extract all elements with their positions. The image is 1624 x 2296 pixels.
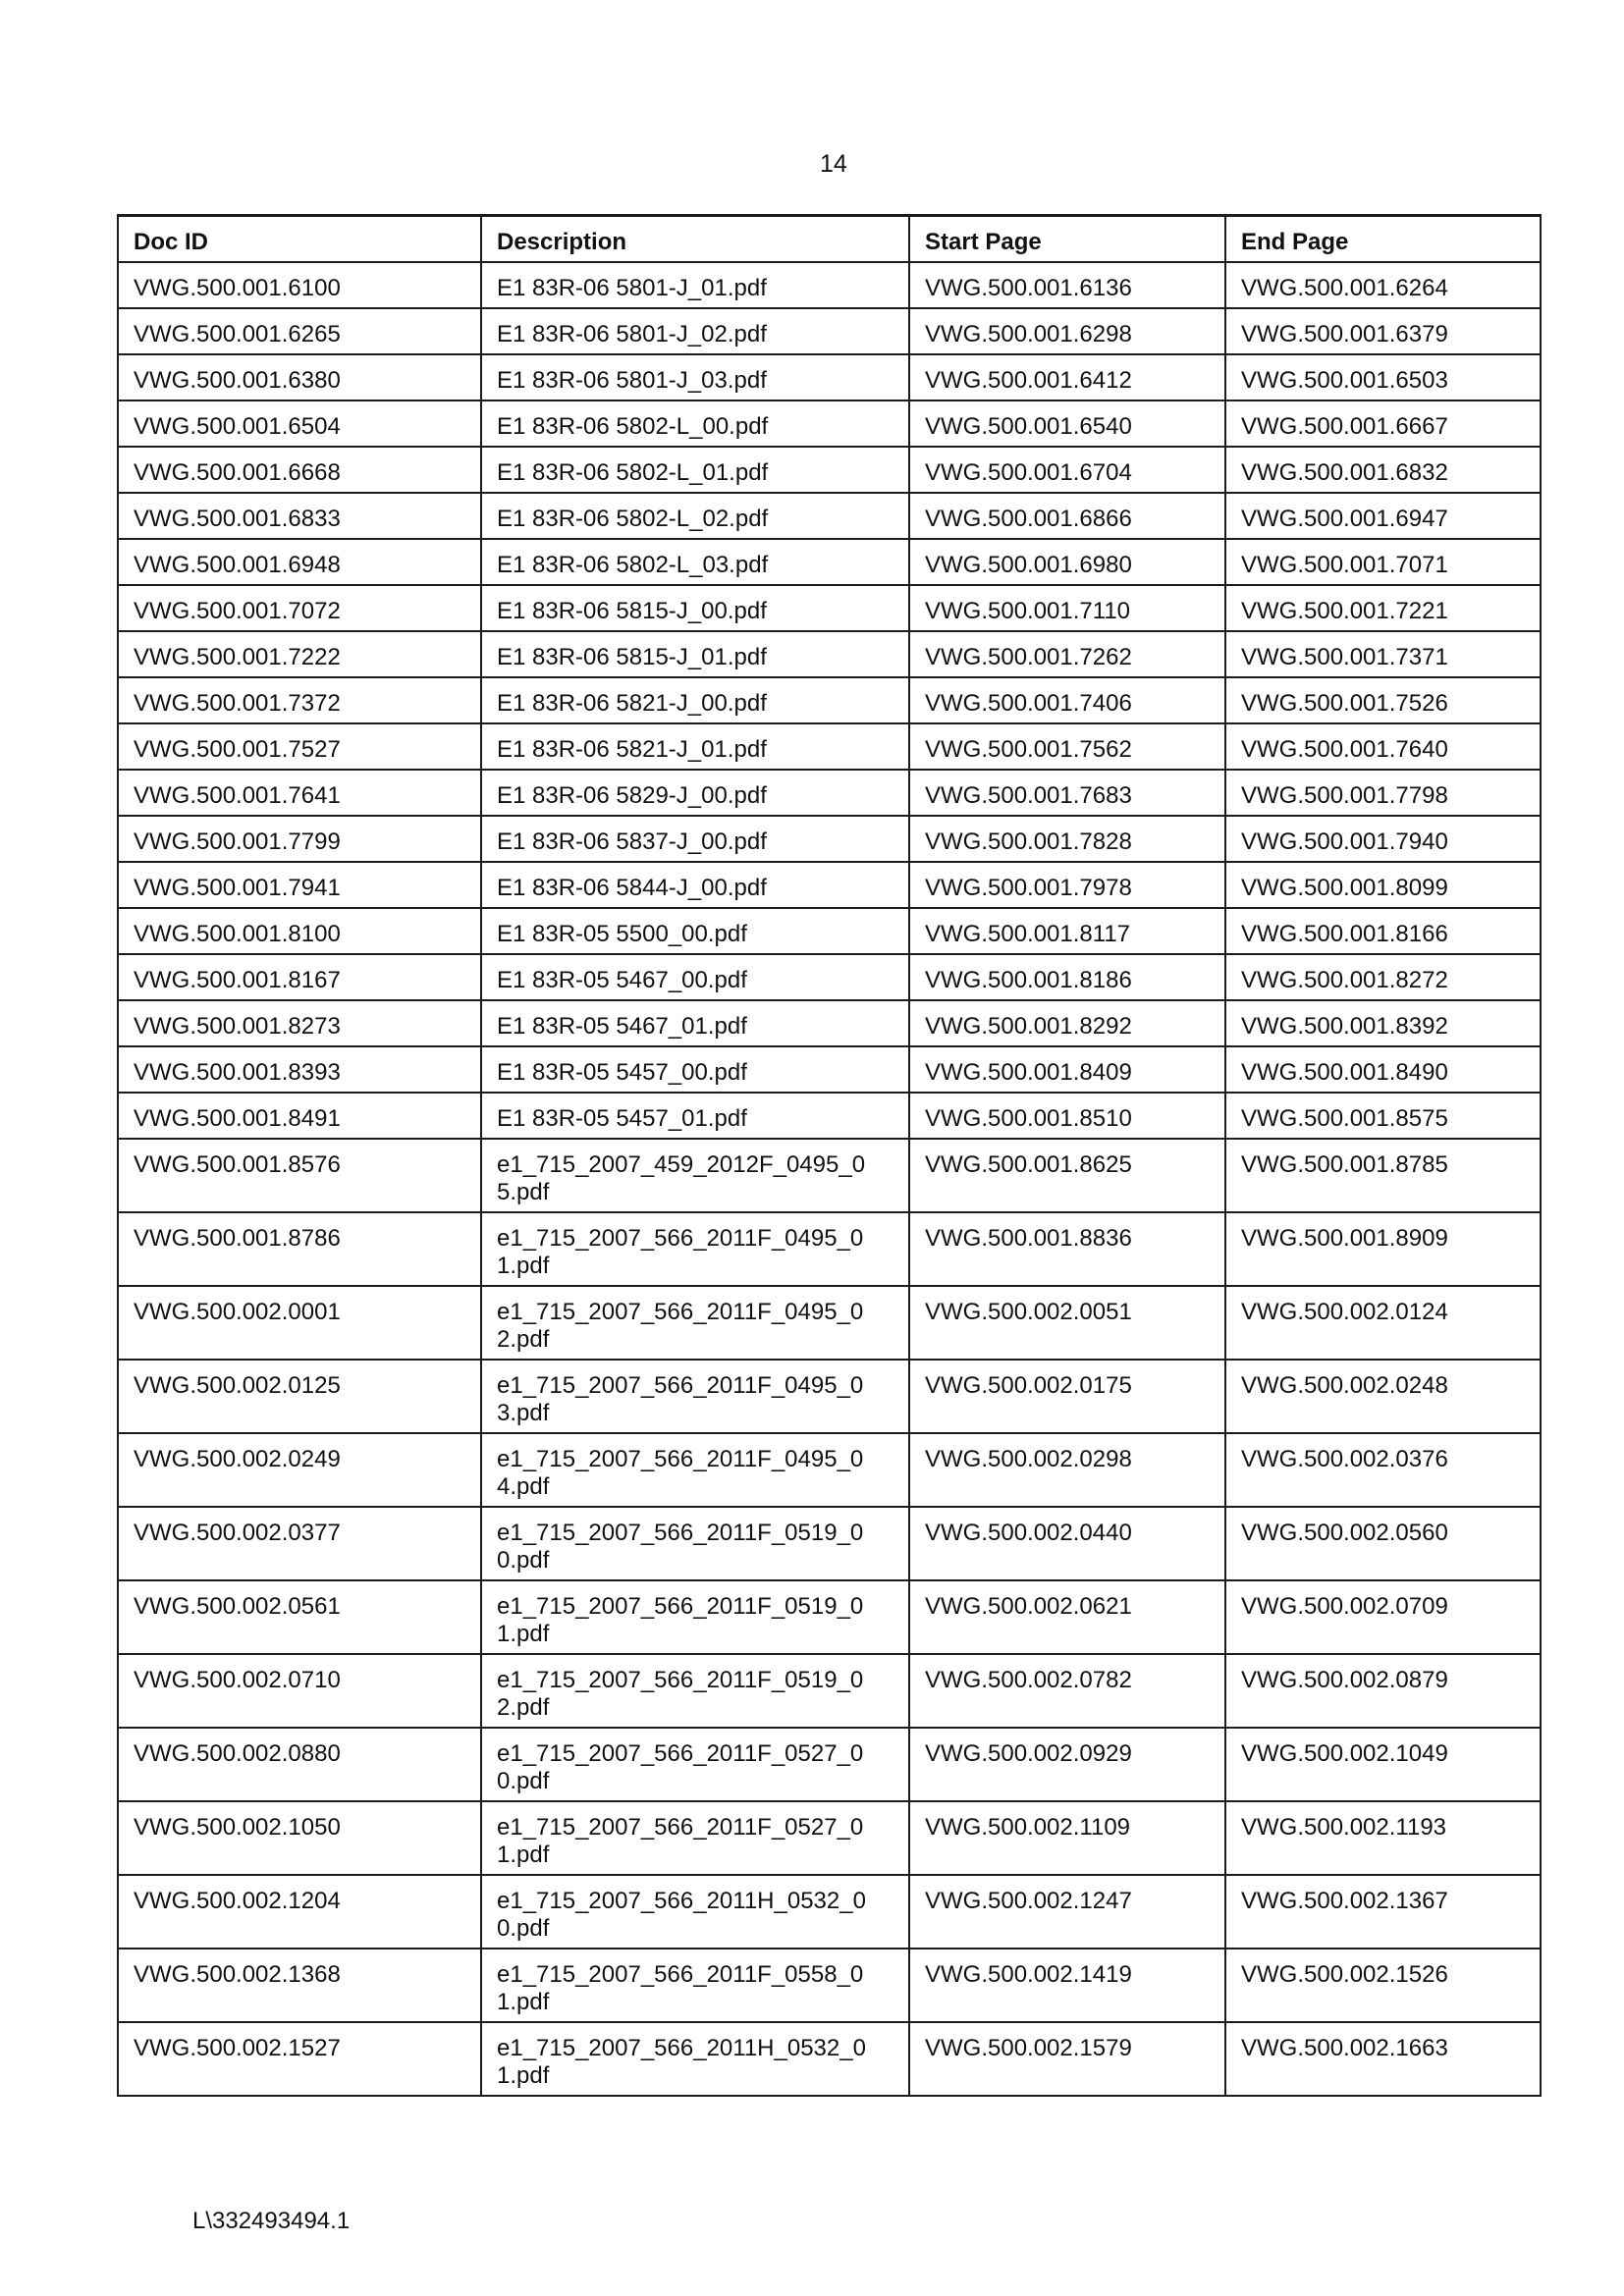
description-cell xyxy=(481,354,909,400)
doc-id-cell-text: VWG.500.001.6668 xyxy=(134,459,341,486)
table-row xyxy=(118,2022,1541,2096)
start-page-cell-text: VWG.500.001.7978 xyxy=(925,875,1132,901)
end-page-cell xyxy=(1225,2022,1541,2096)
doc-id-cell-text: VWG.500.001.7222 xyxy=(134,644,341,670)
description-cell xyxy=(481,447,909,493)
end-page-cell-text: VWG.500.001.8785 xyxy=(1241,1151,1448,1178)
description-cell-text: e1_715_2007_566_2011F_0495_03.pdf xyxy=(497,1372,864,1426)
start-page-cell-text: VWG.500.002.1579 xyxy=(925,2035,1132,2061)
doc-id-cell xyxy=(118,631,481,677)
end-page-cell-text: VWG.500.001.7640 xyxy=(1241,736,1448,763)
end-page-cell xyxy=(1225,1875,1541,1949)
table-row xyxy=(118,1360,1541,1433)
start-page-cell xyxy=(909,354,1225,400)
end-page-cell-text: VWG.500.001.7071 xyxy=(1241,552,1448,578)
description-cell xyxy=(481,862,909,908)
doc-id-cell xyxy=(118,447,481,493)
end-page-cell xyxy=(1225,862,1541,908)
end-page-cell xyxy=(1225,954,1541,1000)
end-page-cell-text: VWG.500.001.6264 xyxy=(1241,275,1448,301)
doc-id-cell xyxy=(118,1286,481,1360)
header-start-page: Start Page xyxy=(909,216,1225,263)
end-page-cell-text: VWG.500.002.1367 xyxy=(1241,1888,1448,1914)
doc-id-cell xyxy=(118,1801,481,1875)
end-page-cell-text: VWG.500.001.8575 xyxy=(1241,1105,1448,1132)
doc-id-cell-text: VWG.500.002.0001 xyxy=(134,1299,341,1325)
doc-id-cell xyxy=(118,585,481,631)
end-page-cell-text: VWG.500.002.0376 xyxy=(1241,1446,1448,1472)
end-page-cell xyxy=(1225,1801,1541,1875)
description-cell-text: E1 83R-06 5802-L_00.pdf xyxy=(497,413,769,440)
doc-id-cell-text: VWG.500.002.0377 xyxy=(134,1520,341,1546)
end-page-cell xyxy=(1225,539,1541,585)
start-page-cell xyxy=(909,1093,1225,1139)
table-row xyxy=(118,816,1541,862)
table-row xyxy=(118,585,1541,631)
description-cell-text: E1 83R-05 5467_01.pdf xyxy=(497,1013,747,1040)
description-cell-text: E1 83R-06 5815-J_01.pdf xyxy=(497,644,767,670)
start-page-cell xyxy=(909,816,1225,862)
doc-id-cell xyxy=(118,1728,481,1801)
start-page-cell xyxy=(909,770,1225,816)
doc-id-cell-text: VWG.500.001.6948 xyxy=(134,552,341,578)
doc-id-cell-text: VWG.500.001.8100 xyxy=(134,921,341,947)
description-cell-text: E1 83R-06 5801-J_03.pdf xyxy=(497,367,767,394)
end-page-cell xyxy=(1225,723,1541,770)
start-page-cell xyxy=(909,954,1225,1000)
doc-id-cell xyxy=(118,308,481,354)
start-page-cell-text: VWG.500.001.8292 xyxy=(925,1013,1132,1040)
doc-id-cell-text: VWG.500.002.0710 xyxy=(134,1667,341,1693)
end-page-cell xyxy=(1225,1580,1541,1654)
description-cell xyxy=(481,262,909,308)
description-cell-text: E1 83R-06 5801-J_01.pdf xyxy=(497,275,767,301)
table-row xyxy=(118,1949,1541,2022)
description-cell xyxy=(481,2022,909,2096)
end-page-cell-text: VWG.500.001.8099 xyxy=(1241,875,1448,901)
description-cell xyxy=(481,400,909,447)
table-row xyxy=(118,631,1541,677)
description-cell xyxy=(481,1433,909,1507)
start-page-cell-text: VWG.500.001.7262 xyxy=(925,644,1132,670)
doc-id-cell-text: VWG.500.001.7372 xyxy=(134,690,341,717)
start-page-cell xyxy=(909,1000,1225,1046)
start-page-cell-text: VWG.500.001.8510 xyxy=(925,1105,1132,1132)
start-page-cell xyxy=(909,308,1225,354)
table-row xyxy=(118,1139,1541,1212)
table-row xyxy=(118,1654,1541,1728)
header-description: Description xyxy=(481,216,909,263)
end-page-cell xyxy=(1225,1433,1541,1507)
start-page-cell xyxy=(909,1728,1225,1801)
doc-id-cell xyxy=(118,1654,481,1728)
start-page-cell-text: VWG.500.001.6298 xyxy=(925,321,1132,347)
end-page-cell-text: VWG.500.002.1526 xyxy=(1241,1961,1448,1988)
end-page-cell-text: VWG.500.002.0560 xyxy=(1241,1520,1448,1546)
start-page-cell xyxy=(909,585,1225,631)
table-row xyxy=(118,1507,1541,1580)
end-page-cell xyxy=(1225,816,1541,862)
doc-id-cell xyxy=(118,1000,481,1046)
start-page-cell xyxy=(909,1046,1225,1093)
description-cell xyxy=(481,770,909,816)
description-cell xyxy=(481,1212,909,1286)
end-page-cell-text: VWG.500.001.8490 xyxy=(1241,1059,1448,1086)
start-page-cell xyxy=(909,908,1225,954)
doc-id-cell xyxy=(118,262,481,308)
description-cell xyxy=(481,816,909,862)
start-page-cell xyxy=(909,400,1225,447)
description-cell xyxy=(481,677,909,723)
description-cell-text: e1_715_2007_566_2011F_0495_02.pdf xyxy=(497,1299,864,1353)
description-cell-text: E1 83R-05 5500_00.pdf xyxy=(497,921,747,947)
start-page-cell xyxy=(909,1286,1225,1360)
description-cell-text: E1 83R-06 5802-L_01.pdf xyxy=(497,459,769,486)
table-row xyxy=(118,908,1541,954)
end-page-cell xyxy=(1225,677,1541,723)
description-cell-text: e1_715_2007_566_2011F_0519_00.pdf xyxy=(497,1520,864,1574)
description-cell xyxy=(481,1000,909,1046)
doc-id-cell xyxy=(118,723,481,770)
table-row xyxy=(118,677,1541,723)
start-page-cell xyxy=(909,723,1225,770)
description-cell-text: e1_715_2007_566_2011F_0558_01.pdf xyxy=(497,1961,864,2015)
description-cell-text: e1_715_2007_566_2011F_0495_01.pdf xyxy=(497,1225,864,1279)
description-cell xyxy=(481,1728,909,1801)
doc-id-cell-text: VWG.500.001.8273 xyxy=(134,1013,341,1040)
doc-id-cell-text: VWG.500.002.0880 xyxy=(134,1740,341,1767)
doc-id-cell xyxy=(118,1580,481,1654)
description-cell-text: E1 83R-05 5467_00.pdf xyxy=(497,967,747,993)
table-row xyxy=(118,862,1541,908)
description-cell-text: E1 83R-06 5837-J_00.pdf xyxy=(497,828,767,855)
start-page-cell xyxy=(909,447,1225,493)
start-page-cell-text: VWG.500.001.7406 xyxy=(925,690,1132,717)
start-page-cell xyxy=(909,631,1225,677)
start-page-cell-text: VWG.500.001.6136 xyxy=(925,275,1132,301)
description-cell xyxy=(481,1286,909,1360)
end-page-cell xyxy=(1225,585,1541,631)
start-page-cell xyxy=(909,1949,1225,2022)
start-page-cell xyxy=(909,1507,1225,1580)
end-page-cell xyxy=(1225,1286,1541,1360)
header-end-page: End Page xyxy=(1225,216,1541,263)
document-index-table xyxy=(117,214,1542,2097)
end-page-cell xyxy=(1225,1212,1541,1286)
end-page-cell xyxy=(1225,770,1541,816)
end-page-cell-text: VWG.500.001.6832 xyxy=(1241,459,1448,486)
doc-id-cell xyxy=(118,908,481,954)
description-cell xyxy=(481,1093,909,1139)
doc-id-cell-text: VWG.500.002.1368 xyxy=(134,1961,341,1988)
start-page-cell xyxy=(909,1801,1225,1875)
start-page-cell-text: VWG.500.002.1109 xyxy=(925,1814,1131,1841)
doc-id-cell-text: VWG.500.002.0561 xyxy=(134,1593,341,1620)
start-page-cell-text: VWG.500.001.7828 xyxy=(925,828,1132,855)
description-cell-text: e1_715_2007_566_2011F_0527_01.pdf xyxy=(497,1814,864,1868)
description-cell xyxy=(481,631,909,677)
table-row xyxy=(118,493,1541,539)
end-page-cell xyxy=(1225,631,1541,677)
end-page-cell xyxy=(1225,1728,1541,1801)
doc-id-cell xyxy=(118,1212,481,1286)
start-page-cell-text: VWG.500.001.6980 xyxy=(925,552,1132,578)
end-page-cell xyxy=(1225,447,1541,493)
doc-id-cell xyxy=(118,493,481,539)
end-page-cell-text: VWG.500.002.1193 xyxy=(1241,1814,1447,1841)
description-cell-text: e1_715_2007_566_2011H_0532_01.pdf xyxy=(497,2035,866,2089)
table-row xyxy=(118,770,1541,816)
end-page-cell-text: VWG.500.002.1049 xyxy=(1241,1740,1448,1767)
doc-id-cell-text: VWG.500.001.7072 xyxy=(134,598,341,624)
doc-id-cell xyxy=(118,862,481,908)
doc-id-cell xyxy=(118,770,481,816)
table-row xyxy=(118,1801,1541,1875)
description-cell-text: E1 83R-06 5815-J_00.pdf xyxy=(497,598,767,624)
description-cell xyxy=(481,1654,909,1728)
doc-id-cell-text: VWG.500.002.0125 xyxy=(134,1372,341,1399)
start-page-cell-text: VWG.500.001.6704 xyxy=(925,459,1132,486)
description-cell-text: e1_715_2007_566_2011F_0527_00.pdf xyxy=(497,1740,864,1794)
doc-id-cell xyxy=(118,1875,481,1949)
description-cell-text: E1 83R-06 5801-J_02.pdf xyxy=(497,321,767,347)
table-row xyxy=(118,447,1541,493)
end-page-cell-text: VWG.500.002.0248 xyxy=(1241,1372,1448,1399)
end-page-cell xyxy=(1225,1139,1541,1212)
end-page-cell xyxy=(1225,908,1541,954)
end-page-cell-text: VWG.500.002.0879 xyxy=(1241,1667,1448,1693)
table-row xyxy=(118,308,1541,354)
description-cell-text: E1 83R-06 5802-L_02.pdf xyxy=(497,506,769,532)
start-page-cell xyxy=(909,1875,1225,1949)
table-row xyxy=(118,954,1541,1000)
description-cell-text: E1 83R-06 5821-J_00.pdf xyxy=(497,690,767,717)
doc-id-cell-text: VWG.500.001.8786 xyxy=(134,1225,341,1252)
doc-id-cell xyxy=(118,1046,481,1093)
end-page-cell-text: VWG.500.001.8392 xyxy=(1241,1013,1448,1040)
start-page-cell-text: VWG.500.002.0929 xyxy=(925,1740,1132,1767)
doc-id-cell-text: VWG.500.001.7527 xyxy=(134,736,341,763)
description-cell xyxy=(481,1875,909,1949)
table-body xyxy=(118,262,1541,2096)
end-page-cell xyxy=(1225,493,1541,539)
doc-id-cell-text: VWG.500.001.6504 xyxy=(134,413,341,440)
description-cell xyxy=(481,1507,909,1580)
description-cell-text: E1 83R-06 5829-J_00.pdf xyxy=(497,782,767,809)
doc-id-cell-text: VWG.500.001.8393 xyxy=(134,1059,341,1086)
description-cell xyxy=(481,493,909,539)
table-row xyxy=(118,539,1541,585)
table-header-row xyxy=(118,216,1541,263)
start-page-cell-text: VWG.500.001.8625 xyxy=(925,1151,1132,1178)
end-page-cell-text: VWG.500.001.8909 xyxy=(1241,1225,1448,1252)
table-row xyxy=(118,400,1541,447)
start-page-cell-text: VWG.500.001.6866 xyxy=(925,506,1132,532)
header-doc-id: Doc ID xyxy=(118,216,481,263)
description-cell xyxy=(481,908,909,954)
start-page-cell-text: VWG.500.001.7562 xyxy=(925,736,1132,763)
end-page-cell xyxy=(1225,1949,1541,2022)
description-cell-text: E1 83R-06 5844-J_00.pdf xyxy=(497,875,767,901)
doc-id-cell-text: VWG.500.001.8167 xyxy=(134,967,341,993)
description-cell xyxy=(481,954,909,1000)
end-page-cell xyxy=(1225,308,1541,354)
doc-id-cell xyxy=(118,1949,481,2022)
table-row xyxy=(118,723,1541,770)
end-page-cell xyxy=(1225,1507,1541,1580)
end-page-cell xyxy=(1225,1000,1541,1046)
description-cell xyxy=(481,1139,909,1212)
start-page-cell-text: VWG.500.002.0051 xyxy=(925,1299,1132,1325)
end-page-cell-text: VWG.500.001.6379 xyxy=(1241,321,1448,347)
start-page-cell-text: VWG.500.002.0298 xyxy=(925,1446,1132,1472)
table-row xyxy=(118,1286,1541,1360)
end-page-cell-text: VWG.500.002.0709 xyxy=(1241,1593,1448,1620)
footer-document-reference: L\332493494.1 xyxy=(192,2208,351,2234)
end-page-cell xyxy=(1225,400,1541,447)
table-row xyxy=(118,1212,1541,1286)
doc-id-cell-text: VWG.500.002.1527 xyxy=(134,2035,341,2061)
start-page-cell xyxy=(909,1433,1225,1507)
table-row xyxy=(118,1433,1541,1507)
start-page-cell-text: VWG.500.002.0782 xyxy=(925,1667,1132,1693)
doc-id-cell-text: VWG.500.001.6380 xyxy=(134,367,341,394)
end-page-cell-text: VWG.500.001.6947 xyxy=(1241,506,1448,532)
end-page-cell-text: VWG.500.001.7940 xyxy=(1241,828,1448,855)
description-cell xyxy=(481,585,909,631)
end-page-cell-text: VWG.500.001.8166 xyxy=(1241,921,1448,947)
start-page-cell-text: VWG.500.002.1247 xyxy=(925,1888,1132,1914)
description-cell-text: e1_715_2007_566_2011F_0495_04.pdf xyxy=(497,1446,864,1500)
table-row xyxy=(118,354,1541,400)
description-cell xyxy=(481,1949,909,2022)
table-row xyxy=(118,1728,1541,1801)
start-page-cell-text: VWG.500.002.0175 xyxy=(925,1372,1132,1399)
description-cell xyxy=(481,1046,909,1093)
start-page-cell xyxy=(909,2022,1225,2096)
description-cell xyxy=(481,308,909,354)
start-page-cell xyxy=(909,677,1225,723)
description-cell xyxy=(481,1801,909,1875)
start-page-cell-text: VWG.500.001.6540 xyxy=(925,413,1132,440)
end-page-cell-text: VWG.500.001.7371 xyxy=(1241,644,1448,670)
table-row xyxy=(118,1000,1541,1046)
doc-id-cell xyxy=(118,1139,481,1212)
end-page-cell xyxy=(1225,1360,1541,1433)
doc-id-cell-text: VWG.500.001.8491 xyxy=(134,1105,341,1132)
doc-id-cell-text: VWG.500.001.7941 xyxy=(134,875,341,901)
start-page-cell-text: VWG.500.001.8836 xyxy=(925,1225,1132,1252)
doc-id-cell-text: VWG.500.002.0249 xyxy=(134,1446,341,1472)
doc-id-cell xyxy=(118,354,481,400)
start-page-cell-text: VWG.500.001.8117 xyxy=(925,921,1131,947)
doc-id-cell xyxy=(118,816,481,862)
doc-id-cell-text: VWG.500.001.7799 xyxy=(134,828,341,855)
table-row xyxy=(118,1046,1541,1093)
description-cell-text: e1_715_2007_566_2011F_0519_01.pdf xyxy=(497,1593,864,1647)
start-page-cell xyxy=(909,1360,1225,1433)
start-page-cell-text: VWG.500.001.7110 xyxy=(925,598,1131,624)
description-cell xyxy=(481,1360,909,1433)
end-page-cell xyxy=(1225,354,1541,400)
start-page-cell xyxy=(909,862,1225,908)
page-number: 14 xyxy=(820,150,847,178)
end-page-cell-text: VWG.500.002.0124 xyxy=(1241,1299,1448,1325)
table-row xyxy=(118,262,1541,308)
description-cell-text: E1 83R-06 5821-J_01.pdf xyxy=(497,736,767,763)
start-page-cell-text: VWG.500.001.8186 xyxy=(925,967,1132,993)
description-cell-text: e1_715_2007_459_2012F_0495_05.pdf xyxy=(497,1151,866,1205)
description-cell-text: E1 83R-06 5802-L_03.pdf xyxy=(497,552,769,578)
start-page-cell-text: VWG.500.001.6412 xyxy=(925,367,1132,394)
doc-id-cell xyxy=(118,400,481,447)
start-page-cell xyxy=(909,539,1225,585)
end-page-cell xyxy=(1225,1046,1541,1093)
doc-id-cell-text: VWG.500.001.7641 xyxy=(134,782,341,809)
end-page-cell xyxy=(1225,262,1541,308)
doc-id-cell xyxy=(118,1360,481,1433)
start-page-cell xyxy=(909,1654,1225,1728)
start-page-cell-text: VWG.500.002.1419 xyxy=(925,1961,1132,1988)
table-row xyxy=(118,1580,1541,1654)
doc-id-cell xyxy=(118,2022,481,2096)
description-cell xyxy=(481,1580,909,1654)
doc-id-cell-text: VWG.500.002.1050 xyxy=(134,1814,341,1841)
doc-id-cell xyxy=(118,539,481,585)
description-cell xyxy=(481,539,909,585)
description-cell-text: E1 83R-05 5457_00.pdf xyxy=(497,1059,747,1086)
end-page-cell xyxy=(1225,1093,1541,1139)
doc-id-cell-text: VWG.500.001.6100 xyxy=(134,275,341,301)
doc-id-cell xyxy=(118,954,481,1000)
end-page-cell xyxy=(1225,1654,1541,1728)
start-page-cell xyxy=(909,493,1225,539)
doc-id-cell xyxy=(118,1093,481,1139)
doc-id-cell-text: VWG.500.001.6833 xyxy=(134,506,341,532)
end-page-cell-text: VWG.500.001.7221 xyxy=(1241,598,1448,624)
start-page-cell-text: VWG.500.001.7683 xyxy=(925,782,1132,809)
start-page-cell-text: VWG.500.002.0440 xyxy=(925,1520,1132,1546)
doc-id-cell-text: VWG.500.002.1204 xyxy=(134,1888,341,1914)
end-page-cell-text: VWG.500.001.6503 xyxy=(1241,367,1448,394)
start-page-cell xyxy=(909,262,1225,308)
start-page-cell xyxy=(909,1580,1225,1654)
doc-id-cell xyxy=(118,1433,481,1507)
description-cell-text: e1_715_2007_566_2011F_0519_02.pdf xyxy=(497,1667,864,1721)
table-row xyxy=(118,1875,1541,1949)
start-page-cell-text: VWG.500.001.8409 xyxy=(925,1059,1132,1086)
doc-id-cell xyxy=(118,1507,481,1580)
start-page-cell-text: VWG.500.002.0621 xyxy=(925,1593,1132,1620)
end-page-cell-text: VWG.500.001.7798 xyxy=(1241,782,1448,809)
end-page-cell-text: VWG.500.002.1663 xyxy=(1241,2035,1448,2061)
end-page-cell-text: VWG.500.001.6667 xyxy=(1241,413,1448,440)
description-cell-text: E1 83R-05 5457_01.pdf xyxy=(497,1105,747,1132)
table-row xyxy=(118,1093,1541,1139)
doc-id-cell-text: VWG.500.001.6265 xyxy=(134,321,341,347)
doc-id-cell-text: VWG.500.001.8576 xyxy=(134,1151,341,1178)
start-page-cell xyxy=(909,1212,1225,1286)
start-page-cell xyxy=(909,1139,1225,1212)
doc-id-cell xyxy=(118,677,481,723)
description-cell xyxy=(481,723,909,770)
end-page-cell-text: VWG.500.001.8272 xyxy=(1241,967,1448,993)
end-page-cell-text: VWG.500.001.7526 xyxy=(1241,690,1448,717)
description-cell-text: e1_715_2007_566_2011H_0532_00.pdf xyxy=(497,1888,866,1942)
